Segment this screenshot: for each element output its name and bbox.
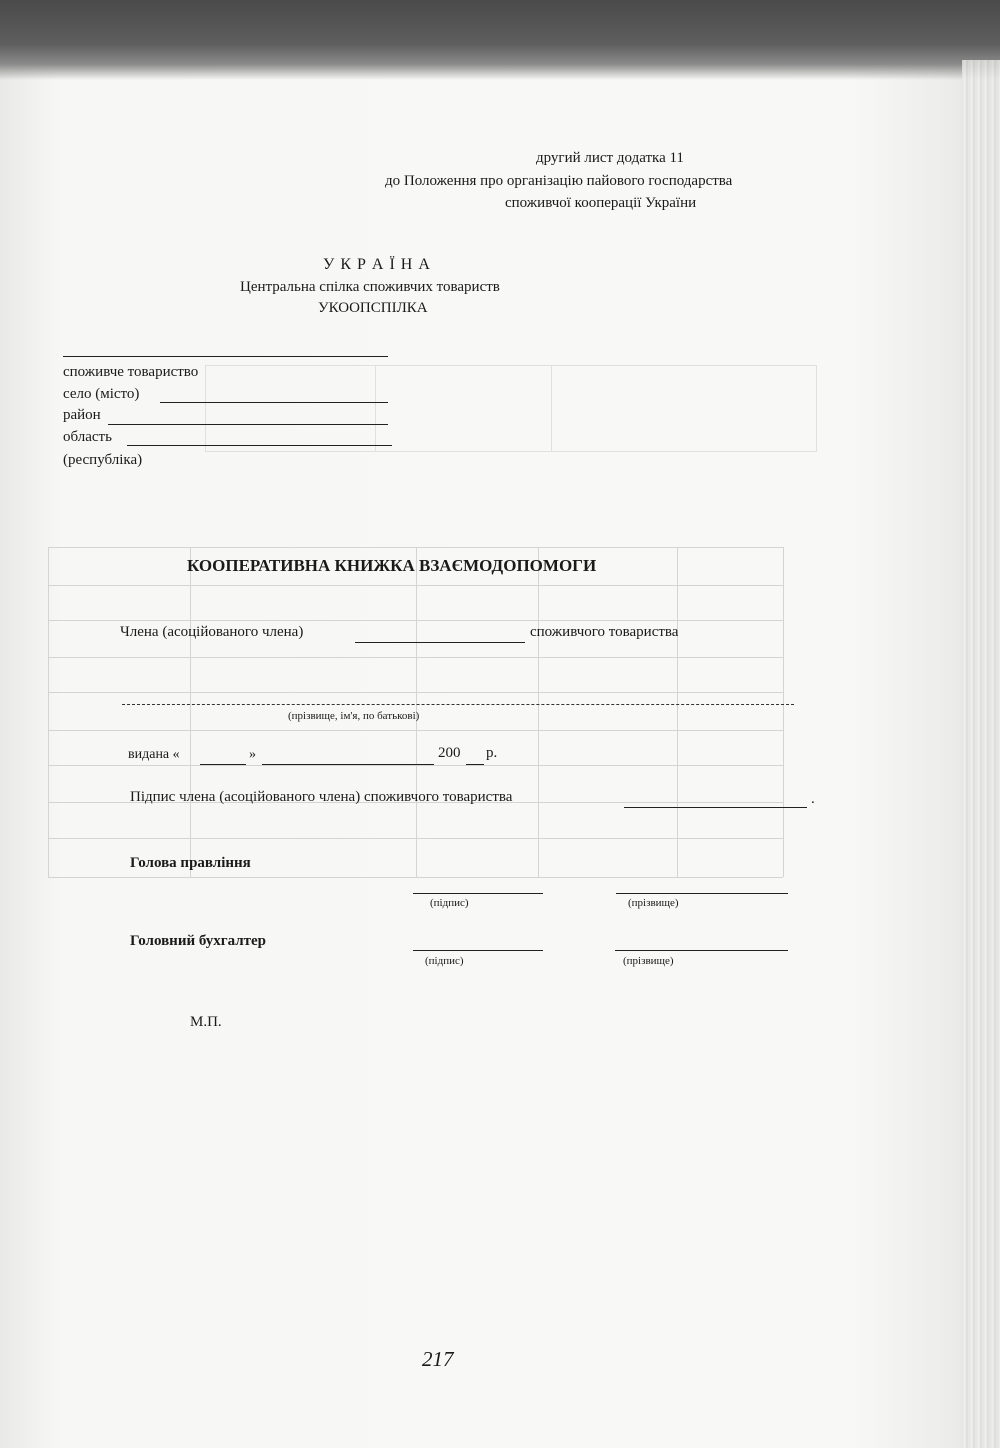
header-line-1: другий лист додатка 11 xyxy=(536,150,684,166)
card-title: КООПЕРАТИВНА КНИЖКА ВЗАЄМОДОПОМОГИ xyxy=(187,556,597,575)
stamp-label: М.П. xyxy=(190,1014,222,1030)
issued-year-prefix: 200 xyxy=(438,745,461,761)
union-abbreviation: УКООПСПІЛКА xyxy=(318,300,428,316)
issued-label: видана « xyxy=(128,747,180,762)
district-field-line[interactable] xyxy=(108,424,388,425)
full-name-field-line[interactable] xyxy=(122,704,794,705)
member-prefix-label: Члена (асоційованого члена) xyxy=(120,624,304,640)
accountant-signature-caption: (підпис) xyxy=(425,955,464,967)
chairman-label: Голова правління xyxy=(130,855,251,871)
district-label: район xyxy=(63,407,101,423)
region-label: область xyxy=(63,429,112,445)
full-name-caption: (прізвище, ім'я, по батькові) xyxy=(288,710,420,722)
member-signature-end: . xyxy=(811,791,815,807)
accountant-label: Головний бухгалтер xyxy=(130,933,267,949)
village-field-line[interactable] xyxy=(160,402,388,403)
page-stack-edge xyxy=(962,60,1000,1448)
issued-day-field-line[interactable] xyxy=(200,764,246,765)
member-signature-label: Підпис члена (асоційованого члена) споживчого товариства xyxy=(130,789,513,805)
accountant-signature-line[interactable] xyxy=(413,950,543,951)
member-signature-field-line[interactable] xyxy=(624,807,807,808)
bleed-through-table-column xyxy=(375,365,552,452)
accountant-surname-line[interactable] xyxy=(615,950,788,951)
member-suffix-label: споживчого товариства xyxy=(530,624,679,640)
society-label: споживче товариство xyxy=(63,364,199,380)
chairman-surname-line[interactable] xyxy=(616,893,788,894)
page-number: 217 xyxy=(422,1347,454,1371)
accountant-surname-caption: (прізвище) xyxy=(623,955,674,967)
issued-quote-close: » xyxy=(249,747,256,762)
chairman-signature-caption: (підпис) xyxy=(430,897,469,909)
society-name-line[interactable] xyxy=(63,356,388,357)
union-name: Центральна спілка споживчих товариств xyxy=(240,279,500,295)
country-name: У К Р А Ї Н А xyxy=(323,256,431,273)
republic-label: (республіка) xyxy=(63,452,143,468)
society-name-field-line[interactable] xyxy=(355,642,525,643)
header-line-2: до Положення про організацію пайового господарства xyxy=(385,173,733,189)
chairman-signature-line[interactable] xyxy=(413,893,543,894)
issued-year-suffix: р. xyxy=(486,745,498,761)
issued-year-field-line[interactable] xyxy=(466,764,484,765)
village-label: село (місто) xyxy=(63,386,140,402)
scan-shadow xyxy=(0,0,1000,80)
chairman-surname-caption: (прізвище) xyxy=(628,897,679,909)
region-field-line[interactable] xyxy=(127,445,392,446)
header-line-3: споживчої кооперації України xyxy=(505,195,697,211)
issued-month-field-line[interactable] xyxy=(262,764,434,765)
